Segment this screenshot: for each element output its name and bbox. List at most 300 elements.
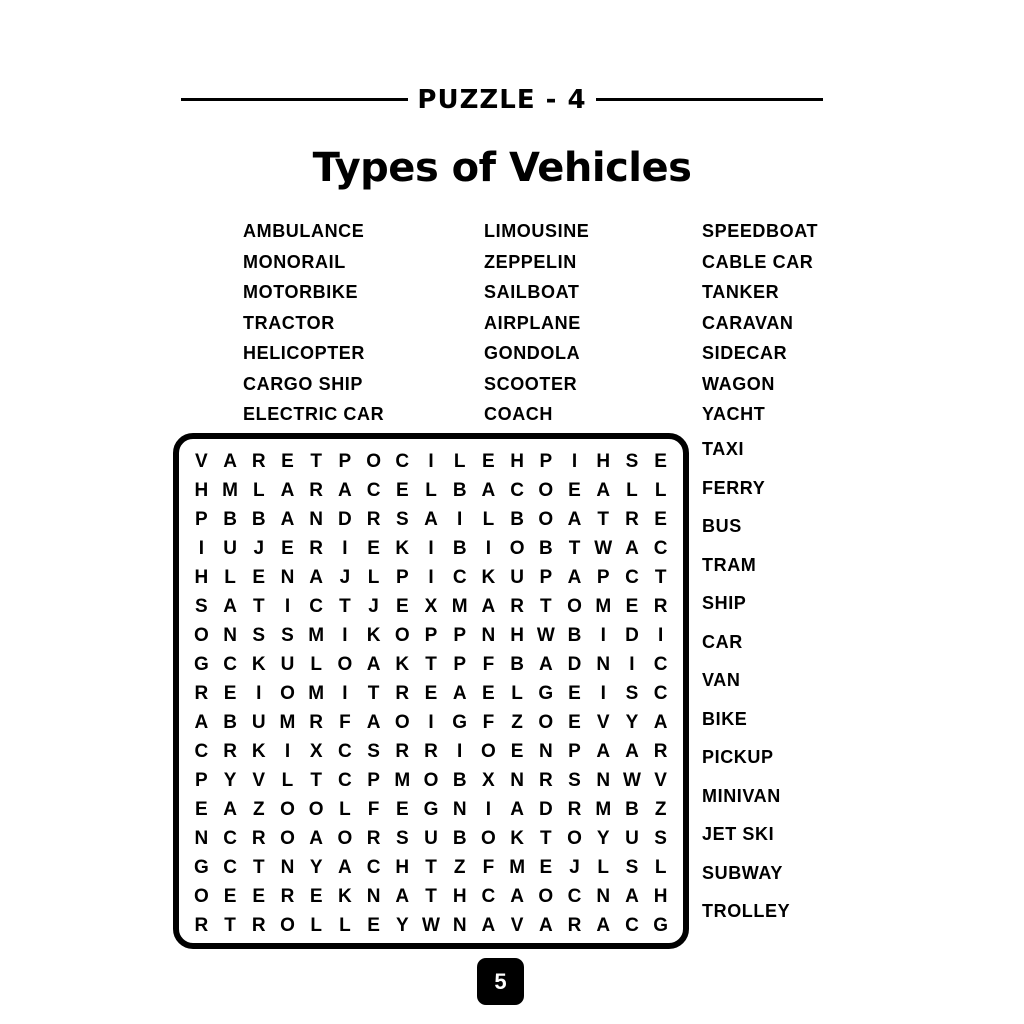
grid-letter[interactable]: C: [625, 915, 639, 937]
grid-letter[interactable]: R: [653, 595, 668, 617]
grid-letter[interactable]: S: [281, 624, 294, 646]
grid-letter[interactable]: R: [194, 915, 209, 937]
grid-letter[interactable]: O: [308, 799, 324, 821]
grid-letter[interactable]: R: [567, 799, 582, 821]
grid-letter[interactable]: O: [538, 479, 554, 501]
grid-letter[interactable]: R: [251, 915, 266, 937]
grid-letter[interactable]: L: [453, 450, 466, 472]
grid-letter[interactable]: A: [538, 653, 553, 675]
grid-letter[interactable]: B: [452, 828, 467, 850]
grid-letter[interactable]: P: [395, 566, 409, 588]
grid-letter[interactable]: C: [653, 537, 668, 559]
grid-letter[interactable]: C: [338, 770, 352, 792]
word-item: WAGON: [702, 373, 775, 394]
grid-letter[interactable]: A: [395, 886, 410, 908]
grid-letter[interactable]: S: [195, 595, 208, 617]
grid-letter[interactable]: H: [510, 450, 524, 472]
grid-letter[interactable]: H: [653, 886, 668, 908]
grid-letter[interactable]: A: [424, 508, 438, 530]
grid-letter[interactable]: Y: [223, 770, 237, 792]
grid-letter[interactable]: A: [223, 595, 237, 617]
grid-letter[interactable]: V: [195, 450, 208, 472]
grid-letter[interactable]: P: [195, 770, 208, 792]
grid-letter[interactable]: V: [510, 915, 524, 937]
grid-letter[interactable]: I: [428, 712, 434, 734]
grid-letter[interactable]: E: [568, 479, 581, 501]
grid-letter[interactable]: O: [280, 828, 295, 850]
grid-letter[interactable]: E: [223, 682, 237, 704]
grid-letter[interactable]: N: [309, 508, 324, 530]
grid-letter[interactable]: P: [596, 566, 610, 588]
grid-letter[interactable]: E: [367, 915, 380, 937]
grid-letter[interactable]: R: [510, 595, 524, 617]
grid-letter[interactable]: O: [481, 741, 496, 763]
grid-letter[interactable]: I: [457, 508, 463, 530]
grid-letter[interactable]: Y: [596, 828, 610, 850]
grid-letter[interactable]: C: [395, 450, 410, 472]
grid-letter[interactable]: T: [425, 653, 437, 675]
grid-letter[interactable]: C: [481, 886, 496, 908]
grid-letter[interactable]: R: [309, 712, 324, 734]
grid-letter[interactable]: K: [338, 886, 352, 908]
grid-letter[interactable]: W: [594, 537, 613, 559]
grid-letter[interactable]: B: [223, 508, 237, 530]
grid-letter[interactable]: M: [595, 595, 612, 617]
grid-letter[interactable]: T: [224, 915, 236, 937]
grid-letter[interactable]: M: [394, 770, 411, 792]
grid-letter[interactable]: T: [310, 450, 322, 472]
grid-letter[interactable]: U: [424, 828, 438, 850]
grid-letter[interactable]: E: [281, 450, 294, 472]
grid-letter[interactable]: Z: [453, 857, 466, 879]
grid-letter[interactable]: C: [223, 653, 237, 675]
grid-letter[interactable]: I: [342, 537, 348, 559]
word-item: ELECTRIC CAR: [243, 404, 385, 424]
grid-letter[interactable]: N: [596, 770, 611, 792]
grid-letter[interactable]: I: [428, 537, 434, 559]
grid-letter[interactable]: O: [193, 886, 209, 908]
word-item: SUBWAY: [702, 862, 783, 883]
grid-letter[interactable]: B: [625, 799, 639, 821]
header-rule-right: [596, 98, 823, 101]
grid-letter[interactable]: G: [193, 857, 209, 879]
grid-letter[interactable]: I: [658, 624, 664, 646]
grid-letter[interactable]: N: [452, 799, 467, 821]
grid-letter[interactable]: L: [654, 857, 667, 879]
grid-letter[interactable]: A: [280, 508, 295, 530]
grid-letter[interactable]: K: [510, 828, 524, 850]
grid-letter[interactable]: P: [539, 566, 553, 588]
grid-letter[interactable]: R: [251, 450, 266, 472]
grid-letter[interactable]: E: [482, 682, 495, 704]
grid-letter[interactable]: E: [568, 712, 581, 734]
grid-letter[interactable]: I: [256, 682, 262, 704]
grid-letter[interactable]: C: [223, 857, 237, 879]
grid-letter[interactable]: N: [538, 741, 553, 763]
grid-letter[interactable]: D: [538, 799, 553, 821]
grid-letter[interactable]: A: [625, 537, 639, 559]
grid-letter[interactable]: O: [337, 653, 353, 675]
grid-letter[interactable]: T: [252, 595, 265, 617]
grid-letter[interactable]: H: [510, 624, 524, 646]
grid-letter[interactable]: X: [424, 595, 438, 617]
grid-letter[interactable]: T: [654, 566, 667, 588]
grid-letter[interactable]: U: [510, 566, 524, 588]
grid-letter[interactable]: T: [310, 770, 322, 792]
grid-letter[interactable]: M: [279, 712, 296, 734]
grid-letter[interactable]: F: [367, 799, 380, 821]
grid-letter[interactable]: L: [367, 566, 380, 588]
grid-letter[interactable]: O: [394, 712, 410, 734]
grid-letter[interactable]: C: [653, 682, 668, 704]
grid-letter[interactable]: D: [338, 508, 352, 530]
grid-letter[interactable]: U: [251, 712, 266, 734]
grid-letter[interactable]: C: [625, 566, 639, 588]
grid-letter[interactable]: E: [252, 566, 266, 588]
grid-letter[interactable]: P: [195, 508, 208, 530]
grid-letter[interactable]: F: [482, 653, 495, 675]
grid-letter[interactable]: A: [309, 566, 324, 588]
grid-letter[interactable]: E: [482, 450, 495, 472]
grid-letter[interactable]: P: [568, 741, 581, 763]
grid-letter[interactable]: X: [482, 770, 495, 792]
grid-letter[interactable]: O: [423, 770, 439, 792]
grid-letter[interactable]: A: [452, 682, 467, 704]
grid-letter[interactable]: O: [193, 624, 209, 646]
grid-letter[interactable]: L: [425, 479, 437, 501]
word-item: SPEEDBOAT: [702, 221, 819, 241]
grid-letter[interactable]: A: [366, 653, 381, 675]
grid-letter[interactable]: D: [625, 624, 639, 646]
grid-letter[interactable]: E: [424, 682, 438, 704]
grid-letter[interactable]: A: [567, 566, 582, 588]
grid-letter[interactable]: I: [571, 450, 578, 472]
grid-letter[interactable]: L: [626, 479, 638, 501]
grid-letter[interactable]: T: [540, 595, 552, 617]
grid-letter[interactable]: R: [538, 770, 553, 792]
grid-letter[interactable]: V: [252, 770, 266, 792]
grid-letter[interactable]: I: [457, 741, 463, 763]
grid-letter[interactable]: D: [567, 653, 582, 675]
grid-letter[interactable]: N: [223, 624, 237, 646]
grid-letter[interactable]: B: [223, 712, 237, 734]
grid-letter[interactable]: O: [394, 624, 410, 646]
grid-letter[interactable]: M: [451, 595, 468, 617]
word-list-column-2: [484, 216, 589, 430]
grid-letter[interactable]: F: [482, 712, 495, 734]
grid-letter[interactable]: E: [654, 450, 667, 472]
word-item: TAXI: [702, 439, 745, 459]
grid-letter[interactable]: T: [540, 828, 552, 850]
grid-letter[interactable]: Y: [309, 857, 323, 879]
grid-letter[interactable]: B: [452, 770, 467, 792]
grid-letter[interactable]: I: [485, 537, 492, 559]
grid-letter[interactable]: U: [223, 537, 237, 559]
grid-letter[interactable]: L: [310, 653, 322, 675]
grid-letter[interactable]: R: [567, 915, 582, 937]
grid-letter[interactable]: I: [485, 799, 492, 821]
grid-letter[interactable]: N: [481, 624, 496, 646]
grid-letter[interactable]: P: [453, 653, 467, 675]
grid-letter[interactable]: B: [567, 624, 582, 646]
grid-letter[interactable]: I: [428, 450, 434, 472]
grid-letter[interactable]: N: [194, 828, 209, 850]
grid-letter[interactable]: N: [280, 566, 295, 588]
grid-letter[interactable]: K: [395, 537, 410, 559]
grid-letter[interactable]: K: [395, 653, 410, 675]
grid-letter[interactable]: M: [308, 624, 325, 646]
grid-letter[interactable]: S: [252, 624, 266, 646]
grid-letter[interactable]: C: [309, 595, 324, 617]
grid-letter[interactable]: I: [342, 682, 348, 704]
grid-letter[interactable]: Z: [511, 712, 523, 734]
grid-letter[interactable]: G: [452, 712, 468, 734]
grid-letter[interactable]: E: [395, 479, 409, 501]
grid-letter[interactable]: P: [453, 624, 467, 646]
word-list-column-1: [243, 216, 384, 430]
grid-letter[interactable]: S: [395, 828, 409, 850]
grid-letter[interactable]: R: [223, 741, 237, 763]
grid-letter[interactable]: C: [452, 566, 467, 588]
grid-letter[interactable]: L: [654, 479, 667, 501]
grid-letter[interactable]: E: [309, 886, 323, 908]
grid-letter[interactable]: A: [194, 712, 209, 734]
grid-letter[interactable]: T: [568, 537, 581, 559]
grid-letter[interactable]: C: [366, 479, 381, 501]
grid-letter[interactable]: O: [337, 828, 353, 850]
grid-letter[interactable]: A: [223, 450, 237, 472]
grid-letter[interactable]: U: [625, 828, 639, 850]
grid-letter[interactable]: E: [625, 595, 639, 617]
grid-letter[interactable]: F: [339, 712, 351, 734]
grid-letter[interactable]: A: [280, 479, 295, 501]
grid-letter[interactable]: K: [366, 624, 381, 646]
grid-letter[interactable]: A: [596, 479, 611, 501]
grid-letter[interactable]: R: [309, 479, 324, 501]
grid-letter[interactable]: C: [653, 653, 668, 675]
grid-letter[interactable]: X: [309, 741, 323, 763]
grid-letter[interactable]: L: [224, 566, 236, 588]
grid-letter[interactable]: V: [654, 770, 667, 792]
grid-letter[interactable]: N: [596, 886, 611, 908]
grid-letter[interactable]: E: [195, 799, 208, 821]
grid-letter[interactable]: N: [510, 770, 524, 792]
grid-letter[interactable]: L: [482, 508, 495, 530]
grid-letter[interactable]: C: [510, 479, 524, 501]
grid-letter[interactable]: J: [368, 595, 379, 617]
grid-letter[interactable]: A: [338, 479, 352, 501]
grid-letter[interactable]: T: [425, 857, 437, 879]
grid-letter[interactable]: H: [596, 450, 611, 472]
grid-letter[interactable]: A: [596, 741, 611, 763]
word-item: COACH: [484, 404, 553, 424]
grid-letter[interactable]: P: [338, 450, 352, 472]
grid-letter[interactable]: L: [310, 915, 322, 937]
grid-letter[interactable]: K: [251, 741, 266, 763]
grid-letter[interactable]: C: [366, 857, 381, 879]
grid-letter[interactable]: E: [510, 741, 524, 763]
grid-letter[interactable]: J: [253, 537, 265, 559]
grid-letter[interactable]: R: [309, 537, 324, 559]
grid-letter[interactable]: O: [509, 537, 525, 559]
grid-letter[interactable]: F: [482, 857, 495, 879]
grid-letter[interactable]: A: [567, 508, 582, 530]
grid-letter[interactable]: A: [481, 915, 496, 937]
grid-letter[interactable]: A: [538, 915, 553, 937]
grid-letter[interactable]: I: [629, 653, 635, 675]
grid-letter[interactable]: S: [395, 508, 409, 530]
grid-letter[interactable]: T: [597, 508, 610, 530]
grid-letter[interactable]: M: [595, 799, 612, 821]
grid-letter[interactable]: R: [395, 741, 410, 763]
grid-letter[interactable]: I: [284, 741, 291, 763]
grid-letter[interactable]: S: [625, 682, 639, 704]
grid-letter[interactable]: E: [367, 537, 380, 559]
grid-letter[interactable]: W: [622, 770, 641, 792]
grid-letter[interactable]: R: [280, 886, 295, 908]
word-item: AIRPLANE: [484, 312, 581, 333]
grid-letter[interactable]: L: [511, 682, 523, 704]
grid-letter[interactable]: I: [600, 682, 606, 704]
grid-letter[interactable]: O: [366, 450, 381, 472]
grid-letter[interactable]: J: [339, 566, 351, 588]
grid-letter[interactable]: C: [567, 886, 582, 908]
grid-letter[interactable]: B: [452, 479, 467, 501]
grid-letter[interactable]: L: [339, 915, 351, 937]
grid-letter[interactable]: E: [395, 799, 409, 821]
grid-letter[interactable]: O: [567, 828, 582, 850]
grid-letter[interactable]: T: [252, 857, 265, 879]
grid-letter[interactable]: R: [424, 741, 438, 763]
grid-letter[interactable]: I: [284, 595, 291, 617]
grid-letter[interactable]: G: [653, 915, 669, 937]
grid-letter[interactable]: R: [366, 508, 381, 530]
grid-letter[interactable]: A: [653, 712, 668, 734]
grid-letter[interactable]: C: [223, 828, 237, 850]
grid-letter[interactable]: I: [342, 624, 348, 646]
grid-letter[interactable]: A: [625, 741, 639, 763]
grid-letter[interactable]: N: [366, 886, 381, 908]
grid-letter[interactable]: A: [510, 799, 524, 821]
grid-letter[interactable]: O: [538, 508, 554, 530]
grid-letter[interactable]: M: [308, 682, 325, 704]
grid-letter[interactable]: O: [538, 886, 554, 908]
grid-letter[interactable]: H: [194, 566, 209, 588]
grid-letter[interactable]: R: [653, 741, 668, 763]
grid-letter[interactable]: H: [395, 857, 410, 879]
grid-letter[interactable]: W: [536, 624, 555, 646]
grid-letter[interactable]: A: [338, 857, 352, 879]
grid-letter[interactable]: K: [251, 653, 266, 675]
grid-letter[interactable]: L: [339, 799, 351, 821]
grid-letter[interactable]: A: [481, 479, 496, 501]
grid-letter[interactable]: E: [223, 886, 237, 908]
grid-letter[interactable]: H: [194, 479, 209, 501]
grid-letter[interactable]: S: [625, 857, 639, 879]
grid-letter[interactable]: S: [367, 741, 380, 763]
grid-letter[interactable]: E: [395, 595, 409, 617]
grid-letter[interactable]: G: [423, 799, 439, 821]
grid-letter[interactable]: I: [198, 537, 204, 559]
grid-letter[interactable]: O: [567, 595, 582, 617]
grid-letter[interactable]: Y: [395, 915, 409, 937]
grid-letter[interactable]: W: [422, 915, 440, 937]
grid-letter[interactable]: M: [222, 479, 238, 501]
grid-letter[interactable]: A: [596, 915, 611, 937]
grid-letter[interactable]: V: [596, 712, 610, 734]
grid-letter[interactable]: R: [194, 682, 209, 704]
grid-letter[interactable]: S: [654, 828, 667, 850]
grid-letter[interactable]: T: [339, 595, 351, 617]
grid-letter[interactable]: R: [251, 828, 266, 850]
grid-letter[interactable]: B: [251, 508, 266, 530]
grid-letter[interactable]: P: [539, 450, 553, 472]
grid-letter[interactable]: O: [280, 682, 295, 704]
grid-letter[interactable]: M: [509, 857, 526, 879]
grid-letter[interactable]: E: [654, 508, 667, 530]
grid-letter[interactable]: B: [538, 537, 553, 559]
grid-letter[interactable]: E: [539, 857, 553, 879]
grid-letter[interactable]: S: [625, 450, 639, 472]
grid-letter[interactable]: A: [223, 799, 237, 821]
grid-letter[interactable]: L: [252, 479, 265, 501]
grid-letter[interactable]: G: [193, 653, 209, 675]
grid-letter[interactable]: A: [510, 886, 524, 908]
grid-letter[interactable]: B: [452, 537, 467, 559]
grid-letter[interactable]: E: [568, 682, 581, 704]
grid-letter[interactable]: T: [425, 886, 437, 908]
grid-letter[interactable]: A: [481, 595, 496, 617]
grid-letter[interactable]: I: [600, 624, 606, 646]
grid-letter[interactable]: L: [281, 770, 294, 792]
grid-letter[interactable]: N: [452, 915, 467, 937]
grid-letter[interactable]: J: [569, 857, 580, 879]
grid-letter[interactable]: R: [366, 828, 381, 850]
grid-letter[interactable]: B: [510, 508, 524, 530]
grid-letter[interactable]: K: [481, 566, 496, 588]
grid-letter[interactable]: T: [367, 682, 380, 704]
grid-letter[interactable]: P: [424, 624, 438, 646]
grid-letter[interactable]: O: [538, 712, 554, 734]
grid-letter[interactable]: P: [367, 770, 380, 792]
grid-letter[interactable]: C: [338, 741, 352, 763]
grid-letter[interactable]: N: [280, 857, 295, 879]
grid-letter[interactable]: R: [395, 682, 410, 704]
grid-letter[interactable]: E: [252, 886, 266, 908]
grid-letter[interactable]: Z: [252, 799, 265, 821]
grid-letter[interactable]: H: [452, 886, 467, 908]
grid-letter[interactable]: G: [538, 682, 554, 704]
grid-letter[interactable]: S: [568, 770, 581, 792]
grid-letter[interactable]: C: [194, 741, 209, 763]
grid-letter[interactable]: I: [428, 566, 434, 588]
grid-letter[interactable]: L: [597, 857, 610, 879]
grid-letter[interactable]: O: [280, 799, 295, 821]
grid-letter[interactable]: E: [281, 537, 294, 559]
grid-letter[interactable]: B: [510, 653, 524, 675]
grid-letter[interactable]: Z: [654, 799, 667, 821]
grid-letter[interactable]: A: [366, 712, 381, 734]
grid-letter[interactable]: A: [309, 828, 324, 850]
grid-letter[interactable]: A: [625, 886, 639, 908]
grid-letter[interactable]: N: [596, 653, 611, 675]
word-item: FERRY: [702, 477, 766, 498]
grid-letter[interactable]: O: [481, 828, 496, 850]
grid-letter[interactable]: Y: [625, 712, 639, 734]
grid-letter[interactable]: O: [280, 915, 295, 937]
grid-letter[interactable]: R: [625, 508, 639, 530]
grid-letter[interactable]: U: [280, 653, 295, 675]
